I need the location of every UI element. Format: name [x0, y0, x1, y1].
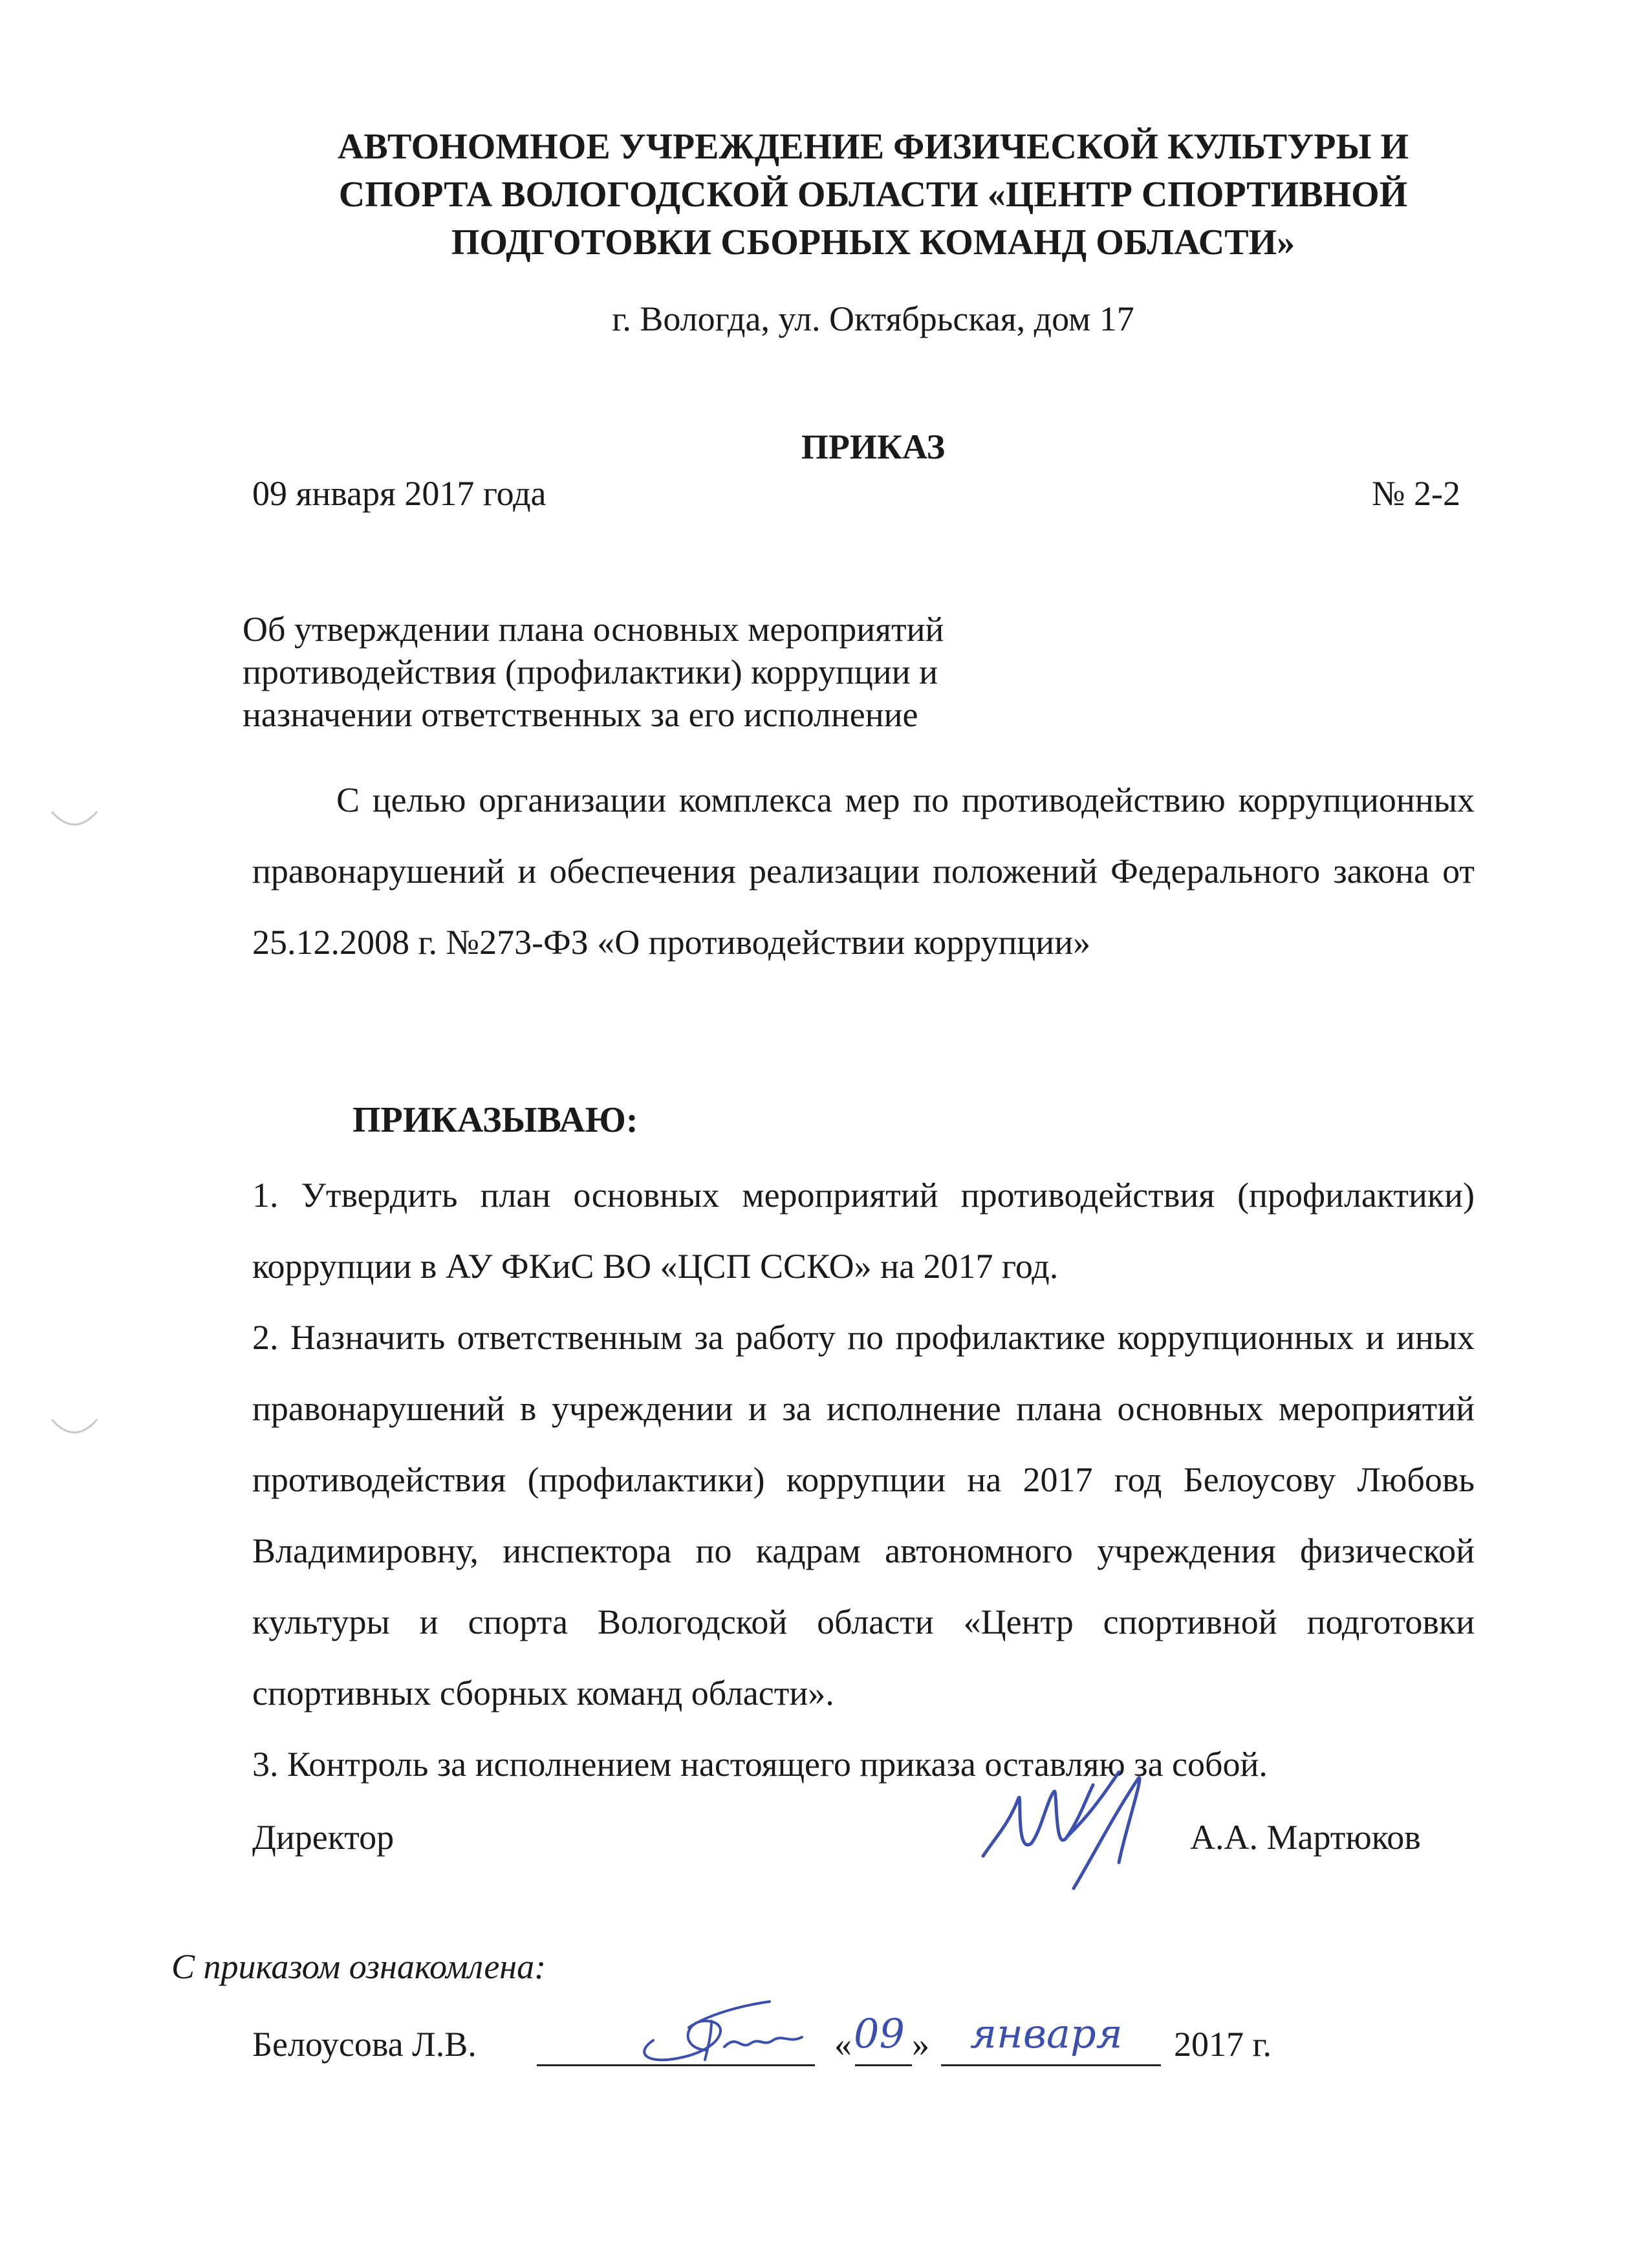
subject-line-2: противодействия (профилактики) коррупции и	[243, 653, 938, 691]
month-line	[941, 2064, 1161, 2066]
org-name-line-1: АВТОНОМНОЕ УЧРЕЖДЕНИЕ ФИЗИЧЕСКОЙ КУЛЬТУРЫ И	[337, 127, 1409, 167]
day-line	[855, 2064, 912, 2066]
signatory-position: Директор	[252, 1818, 395, 1857]
order-subject	[243, 608, 1019, 736]
acknowledgement-year: 2017 г.	[1174, 2025, 1272, 2064]
director-name: А.А. Мартюков	[1190, 1818, 1421, 1857]
date-close-quote: »	[912, 2025, 929, 2064]
order-item-1: 1. Утвердить план основных мероприятий противодействия (профилактики) коррупции в АУ ФКиС ВО «ЦСП ССКО» на 2017 год.	[252, 1176, 1475, 1286]
org-name-line-2: СПОРТА ВОЛОГОДСКОЙ ОБЛАСТИ «ЦЕНТР СПОРТИВНОЙ	[338, 175, 1408, 215]
order-directive-word: ПРИКАЗЫВАЮ:	[352, 1100, 638, 1140]
order-number: № 2-2	[1371, 474, 1460, 513]
director-signature-image	[970, 1759, 1190, 1901]
date-open-quote: «	[834, 2025, 852, 2064]
order-items	[252, 1160, 1475, 1800]
organization-address: г. Вологда, ул. Октябрьская, дом 17	[612, 299, 1134, 338]
organization-header	[285, 123, 1462, 266]
handwritten-month: января	[970, 2010, 1123, 2057]
punch-hole-mark-bottom	[49, 1416, 100, 1449]
order-item-3: 3. Контроль за исполнением настоящего приказа оставляю за собой.	[252, 1745, 1268, 1784]
org-name-line-3: ПОДГОТОВКИ СБОРНЫХ КОМАНД ОБЛАСТИ»	[451, 222, 1295, 263]
handwritten-day: 09	[854, 2010, 905, 2057]
order-item-2: 2. Назначить ответственным за работу по профилактике коррупционных и иных правонарушений в учреждении и за исполнение плана основных мероприятий противодействия (профилактики) коррупции на 2017 год Белоусову Любовь Владимировну, инспектора по кадрам автономного учреждения физической культуры и спорта Вологодской области «Центр спортивной подготовки спортивных сборных команд области».	[252, 1318, 1475, 1712]
document-type-title: ПРИКАЗ	[801, 427, 946, 466]
punch-hole-mark-top	[49, 808, 100, 841]
order-date: 09 января 2017 года	[252, 474, 547, 513]
preamble-paragraph: С целью организации комплекса мер по противодействию коррупционных правонарушений и обеспечения реализации положений Федерального закона от 25.12.2008 г. №273-ФЗ «О противодействии коррупции»	[252, 781, 1475, 962]
subject-line-1: Об утверждении плана основных мероприятий	[243, 610, 944, 649]
acknowledgement-label: С приказом ознакомлена:	[171, 1947, 547, 1986]
acknowledged-person-name: Белоусова Л.В.	[252, 2025, 477, 2064]
acknowledgement-signature-image	[627, 1995, 841, 2073]
subject-line-3: назначении ответственных за его исполнение	[243, 695, 918, 734]
